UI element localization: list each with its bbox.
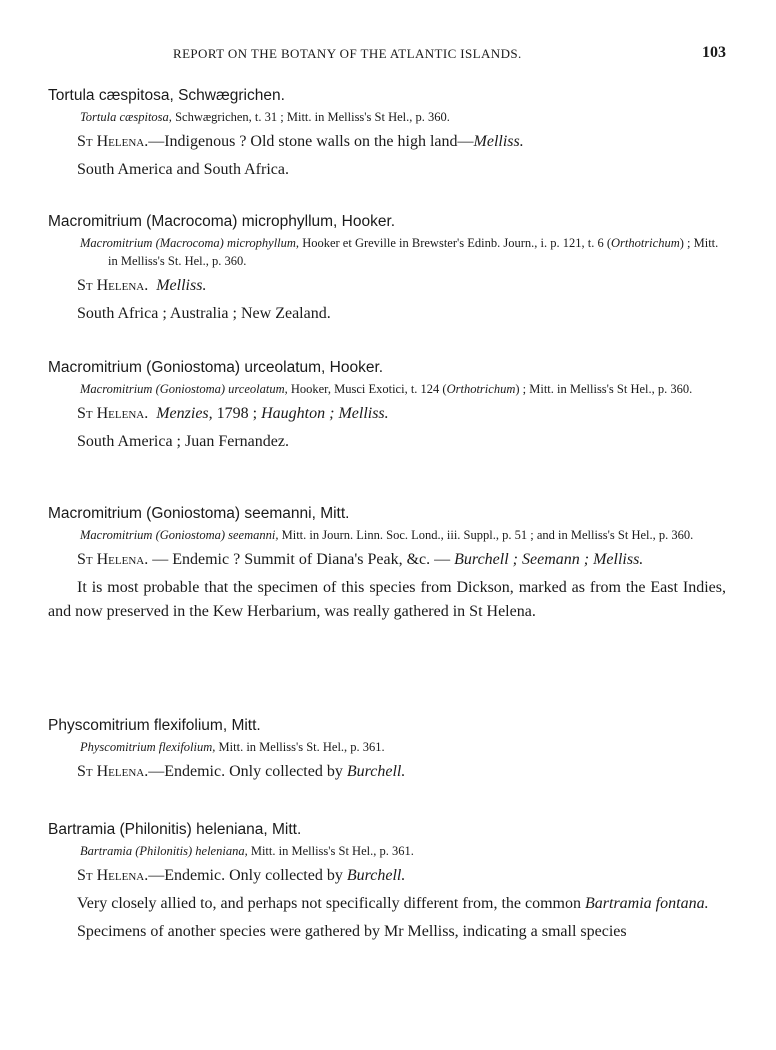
citation: Macromitrium (Macrocoma) microphyllum, Hooker et Greville in Brewster's Edinb. Journ., i. p. 121, t. 6 (Orthotrichum) ; Mitt. in Melliss's St. Hel., p. 360.: [80, 236, 719, 268]
running-header: [48, 44, 728, 66]
running-title: REPORT ON THE BOTANY OF THE ATLANTIC ISLANDS.: [173, 46, 522, 61]
island-label: St Helena.: [77, 867, 149, 884]
species-entry-macromitrium-microphyllum: [48, 212, 726, 326]
species-entry-physcomitrium: [48, 716, 726, 784]
collector: Haughton ; Melliss.: [261, 405, 389, 422]
locality-line: St Helena. Menzies, 1798 ; Haughton ; Melliss.: [77, 405, 389, 422]
citation: Bartramia (Philonitis) heleniana, Mitt. in Melliss's St Hel., p. 361.: [80, 844, 414, 858]
citation-name: Physcomitrium flexifolium,: [80, 740, 216, 754]
locality-line: St Helena.—Indigenous ? Old stone walls on the high land—Melliss.: [77, 133, 524, 150]
island-label: St Helena.: [77, 277, 149, 294]
citation-name: Bartramia (Philonitis) heleniana,: [80, 844, 248, 858]
island-label: St Helena.: [77, 763, 149, 780]
commentary: Very closely allied to, and perhaps not specifically different from, the common Bartramia fontana.: [77, 895, 709, 912]
species-heading: Physcomitrium flexifolium, Mitt.: [48, 717, 261, 734]
collector: Burchell.: [346, 763, 406, 780]
species-heading: Tortula cæspitosa, Schwægrichen.: [48, 87, 285, 104]
species-heading: Bartramia (Philonitis) heleniana, Mitt.: [48, 821, 302, 838]
island-label: St Helena.: [77, 551, 149, 568]
distribution: South America ; Juan Fernandez.: [77, 433, 289, 450]
species-entry-macromitrium-urceolatum: [48, 358, 726, 454]
citation: Macromitrium (Goniostoma) urceolatum, Hooker, Musci Exotici, t. 124 (Orthotrichum) ; Mitt. in Melliss's St Hel., p. 360.: [80, 382, 693, 396]
species-entry-bartramia: [48, 820, 726, 944]
collector: Burchell ; Seemann ; Melliss.: [454, 551, 644, 568]
collector: Burchell.: [346, 867, 406, 884]
commentary-continued: Specimens of another species were gathered by Mr Melliss, indicating a small species: [77, 923, 627, 940]
collector: Menzies,: [156, 405, 213, 422]
locality-line: St Helena.—Endemic. Only collected by Burchell.: [77, 763, 406, 780]
locality-line: St Helena. — Endemic ? Summit of Diana's Peak, &c. — Burchell ; Seemann ; Melliss.: [77, 551, 644, 568]
collector: Melliss.: [156, 277, 207, 294]
distribution: South America and South Africa.: [77, 161, 289, 178]
page-number: 103: [702, 44, 726, 61]
species-entry-macromitrium-seemanni: [48, 504, 726, 624]
island-label: St Helena.: [77, 405, 149, 422]
locality-line: [48, 274, 726, 298]
commentary: It is most probable that the specimen of this species from Dickson, marked as from the East Indies, and now preserved in the Kew Herbarium, was really gathered in St Helena.: [48, 579, 726, 620]
island-label: St Helena.: [77, 133, 149, 150]
collector: Melliss.: [473, 133, 524, 150]
citation-name: Macromitrium (Goniostoma) urceolatum,: [80, 382, 288, 396]
distribution: South Africa ; Australia ; New Zealand.: [77, 305, 331, 322]
citation: Macromitrium (Goniostoma) seemanni, Mitt. in Journ. Linn. Soc. Lond., iii. Suppl., p. 51 ; and in Melliss's St Hel., p. 360.: [80, 528, 694, 542]
citation-name: Macromitrium (Goniostoma) seemanni,: [80, 528, 279, 542]
locality-line: St Helena.—Endemic. Only collected by Burchell.: [77, 867, 406, 884]
citation: Physcomitrium flexifolium, Mitt. in Melliss's St. Hel., p. 361.: [80, 740, 385, 754]
citation: Tortula cæspitosa, Schwægrichen, t. 31 ; Mitt. in Melliss's St Hel., p. 360.: [80, 110, 450, 124]
citation-name: Macromitrium (Macrocoma) microphyllum,: [80, 236, 300, 250]
species-heading: Macromitrium (Goniostoma) seemanni, Mitt.: [48, 505, 350, 522]
species-heading: Macromitrium (Macrocoma) microphyllum, Hooker.: [48, 213, 396, 230]
species-entry-tortula: [48, 86, 726, 182]
species-heading: Macromitrium (Goniostoma) urceolatum, Hooker.: [48, 359, 384, 376]
citation-name: Tortula cæspitosa,: [80, 110, 172, 124]
